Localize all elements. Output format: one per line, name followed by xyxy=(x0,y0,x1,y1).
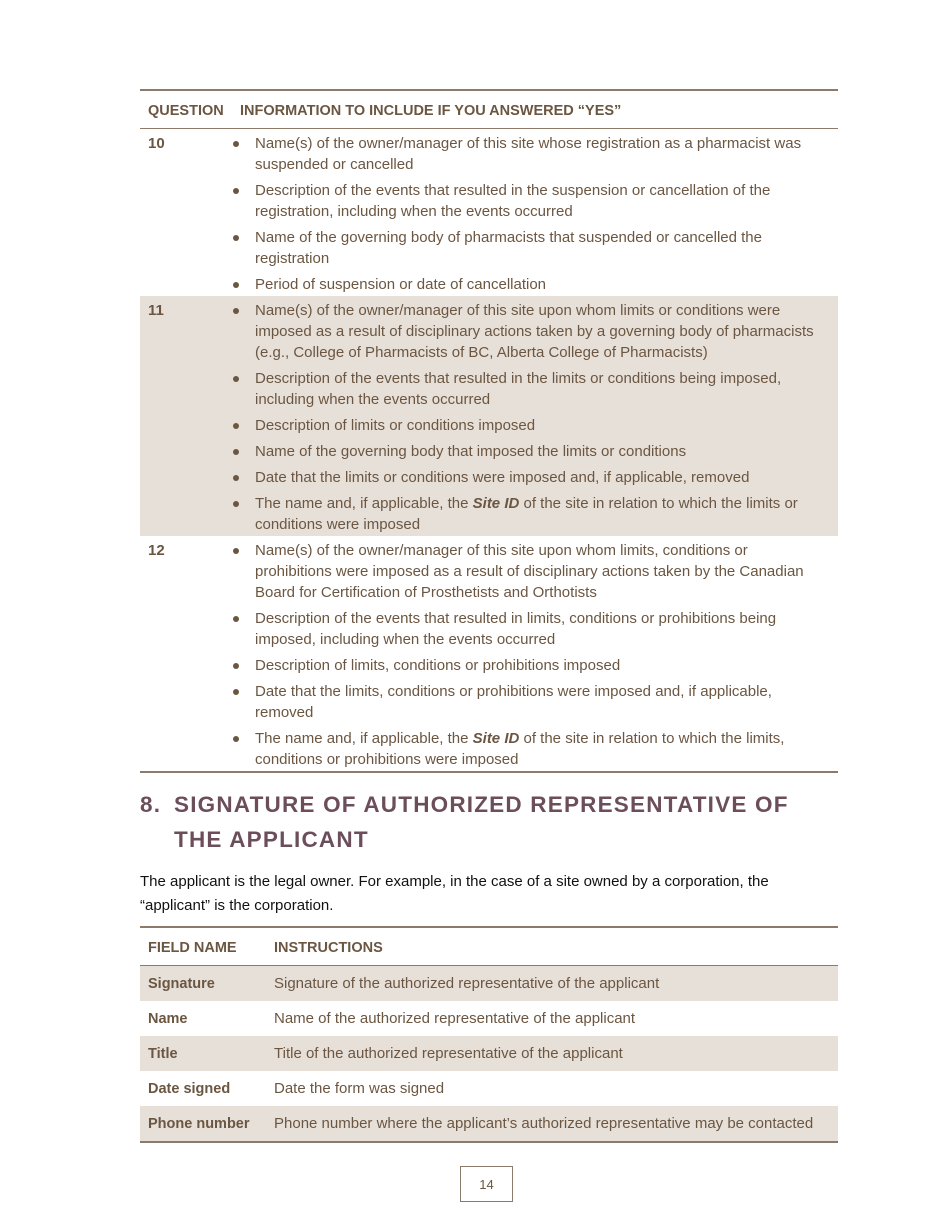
questions-table-header xyxy=(140,90,838,129)
bullet-icon xyxy=(233,423,239,429)
field-name: Date signed xyxy=(148,1081,231,1097)
list-item xyxy=(232,540,828,603)
field-name: Signature xyxy=(140,966,266,1002)
info-list xyxy=(232,300,828,535)
field-instruction: Phone number where the applicant’s authorized representative may be contacted xyxy=(266,1106,838,1142)
bullet-icon xyxy=(233,449,239,455)
question-row xyxy=(140,129,838,297)
field-name: Name xyxy=(148,1011,188,1027)
list-item-text: Name of the governing body of pharmacists that suspended or cancelled the registration xyxy=(255,229,762,267)
list-item xyxy=(232,274,828,295)
list-item-text: Period of suspension or date of cancellation xyxy=(255,276,547,293)
list-item xyxy=(232,467,828,488)
question-number: 10 xyxy=(148,135,165,152)
bullet-icon xyxy=(233,663,239,669)
list-item-text: Description of limits or conditions imposed xyxy=(255,417,536,434)
bullet-icon xyxy=(233,548,239,554)
list-item-text: Name(s) of the owner/manager of this site upon whom limits, conditions or prohibitions were imposed as a result of disciplinary actions taken by the Canadian Board for Certification of Prosthetists and Orthotists xyxy=(255,542,804,601)
list-item-text: of the site in relation to which the limits, conditions or prohibitions were imposed xyxy=(255,730,785,768)
section-intro: The applicant is the legal owner. For example, in the case of a site owned by a corporation, the “applicant” is the corporation. xyxy=(140,873,769,914)
question-column-header: QUESTION xyxy=(140,90,232,129)
bullet-icon xyxy=(233,616,239,622)
list-item xyxy=(232,493,828,535)
field-instruction: Name of the authorized representative of the applicant xyxy=(274,1010,636,1027)
list-item-text: Description of the events that resulted in the limits or conditions being imposed, including when the events occurred xyxy=(255,370,782,408)
field-name-column-header: FIELD NAME xyxy=(140,927,266,966)
info-list xyxy=(232,540,828,770)
list-item-text: Name(s) of the owner/manager of this site whose registration as a pharmacist was suspended or cancelled xyxy=(255,135,802,173)
page-number: 14 xyxy=(460,1166,513,1202)
list-item xyxy=(232,441,828,462)
list-item xyxy=(232,300,828,363)
question-number: 11 xyxy=(140,296,232,536)
fields-table xyxy=(140,926,838,1143)
list-item-text: Description of the events that resulted in the suspension or cancellation of the registration, including when the events occurred xyxy=(255,182,771,220)
field-instruction: Title of the authorized representative of the applicant xyxy=(266,1036,838,1071)
list-item-text: Date that the limits, conditions or prohibitions were imposed and, if applicable, removed xyxy=(255,683,772,721)
site-id-term: Site ID xyxy=(472,730,520,747)
bullet-icon xyxy=(233,689,239,695)
bullet-icon xyxy=(233,475,239,481)
section-number: 8. xyxy=(140,792,162,817)
list-item xyxy=(232,681,828,723)
question-row xyxy=(140,296,838,536)
section-title: SIGNATURE OF AUTHORIZED REPRESENTATIVE OF THE APPLICANT xyxy=(174,792,789,852)
bullet-icon xyxy=(233,282,239,288)
bullet-icon xyxy=(233,308,239,314)
list-item-text: Name of the governing body that imposed the limits or conditions xyxy=(255,443,687,460)
fields-table-header xyxy=(140,927,838,966)
info-column-header: INFORMATION TO INCLUDE IF YOU ANSWERED “YES” xyxy=(232,90,838,129)
bullet-icon xyxy=(233,188,239,194)
list-item xyxy=(232,133,828,175)
list-item-text: Name(s) of the owner/manager of this site upon whom limits or conditions were imposed as a result of disciplinary actions taken by a governing body of pharmacists (e.g., College of Pharmacists of BC, Alberta College of Pharmacists) xyxy=(255,302,814,361)
list-item xyxy=(232,368,828,410)
list-item-text: Date that the limits or conditions were imposed and, if applicable, removed xyxy=(255,469,750,486)
question-info xyxy=(232,129,838,297)
bullet-icon xyxy=(233,235,239,241)
questions-table xyxy=(140,89,838,773)
field-instruction: Date the form was signed xyxy=(274,1080,445,1097)
site-id-term: Site ID xyxy=(472,495,520,512)
list-item-text: Description of limits, conditions or prohibitions imposed xyxy=(255,657,621,674)
field-instruction: Signature of the authorized representative of the applicant xyxy=(266,966,838,1002)
instructions-column-header: INSTRUCTIONS xyxy=(266,927,838,966)
bullet-icon xyxy=(233,141,239,147)
field-name: Title xyxy=(140,1036,266,1071)
list-item xyxy=(232,608,828,650)
table-row xyxy=(140,1036,838,1071)
question-row xyxy=(140,536,838,772)
bullet-icon xyxy=(233,376,239,382)
list-item xyxy=(232,655,828,676)
list-item-text: Description of the events that resulted in limits, conditions or prohibitions being imposed, including when the events occurred xyxy=(255,610,777,648)
list-item-text: The name and, if applicable, the xyxy=(255,495,473,512)
question-info xyxy=(232,296,838,536)
list-item xyxy=(232,415,828,436)
bullet-icon xyxy=(233,501,239,507)
bullet-icon xyxy=(233,736,239,742)
list-item-text: The name and, if applicable, the xyxy=(255,730,473,747)
info-list xyxy=(232,133,828,295)
table-row xyxy=(140,966,838,1002)
field-name: Phone number xyxy=(140,1106,266,1142)
table-row xyxy=(140,1001,838,1036)
list-item xyxy=(232,227,828,269)
section-heading xyxy=(140,787,838,857)
list-item-text: of the site in relation to which the limits or conditions were imposed xyxy=(255,495,798,533)
table-row xyxy=(140,1106,838,1142)
list-item xyxy=(232,180,828,222)
question-info xyxy=(232,536,838,772)
table-row xyxy=(140,1071,838,1106)
list-item xyxy=(232,728,828,770)
question-number: 12 xyxy=(148,542,165,559)
document-page xyxy=(140,89,838,1143)
